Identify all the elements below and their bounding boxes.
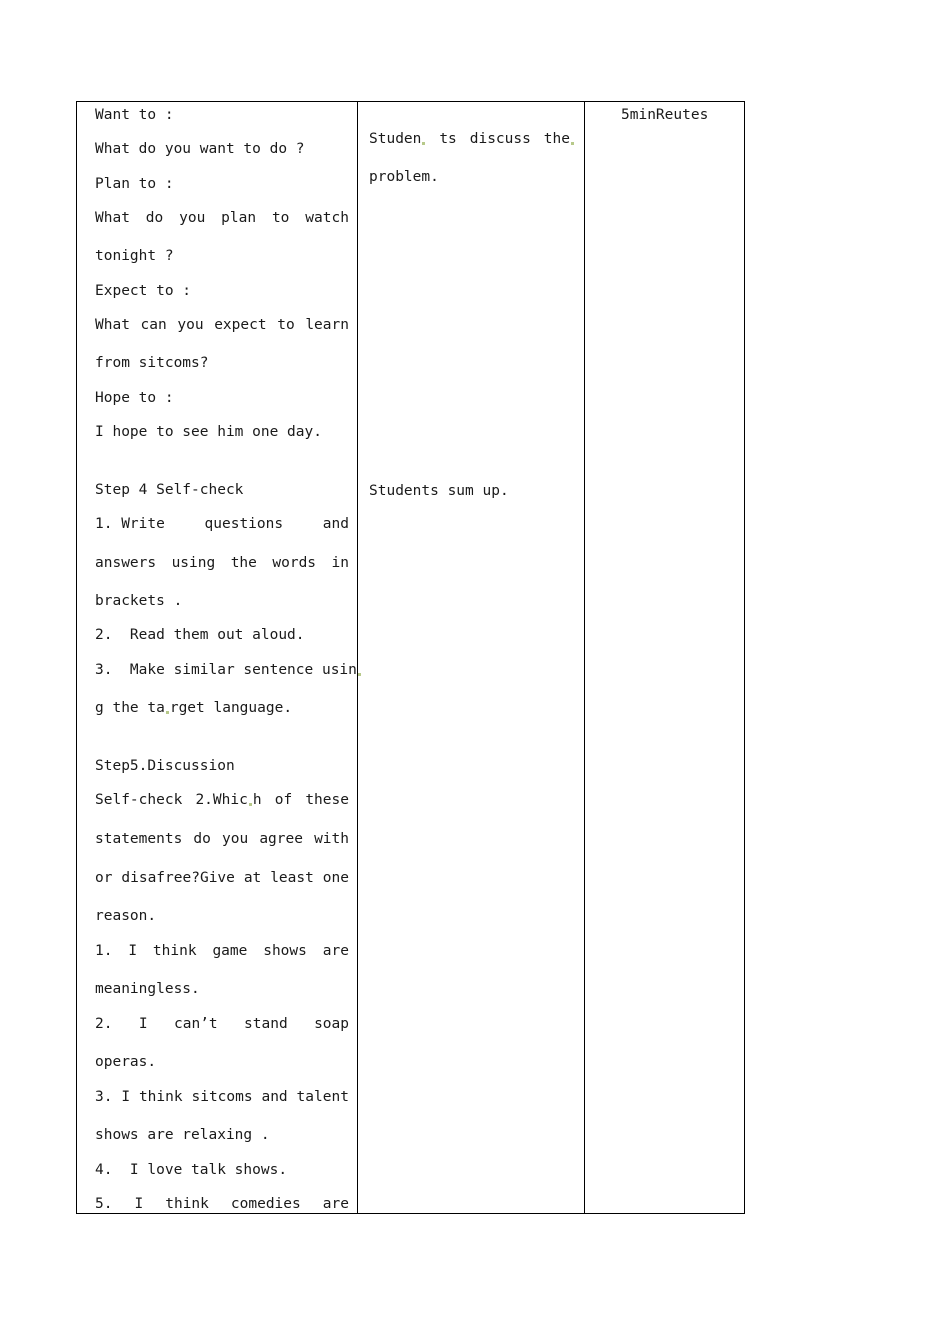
students-discuss-line-2: problem. <box>369 169 439 185</box>
highlight-mark <box>166 711 169 714</box>
students-discuss-line-1: Studen ts discuss the <box>369 130 575 148</box>
step4-item2: 2. Read them out aloud. <box>95 627 305 643</box>
step5-title: Step5.Discussion <box>95 758 235 774</box>
step4-item1-line-3: brackets . <box>95 593 183 609</box>
expect-to-heading: Expect to : <box>95 283 192 299</box>
step5-intro-line-2: statements do you agree with <box>95 831 349 847</box>
step4-item3-line-2: g the ta rget language. <box>95 700 293 716</box>
step4-item1-line-2: answers using the words in <box>95 555 349 571</box>
students-sum-up: Students sum up. <box>369 483 509 499</box>
statement-3-line-1: 3. I think sitcoms and talent <box>95 1089 349 1105</box>
statement-1-line-2: meaningless. <box>95 981 200 997</box>
step5-intro-line-1: Self-check 2.Whic h of these <box>95 792 349 808</box>
step4-item3-line-1: 3. Make similar sentence usin <box>95 661 362 679</box>
time-allocation: 5minReutes <box>621 107 709 123</box>
expect-to-question-line-1: What can you expect to learn <box>95 317 349 333</box>
step5-intro-line-4: reason. <box>95 908 157 924</box>
highlight-mark <box>571 142 574 145</box>
statement-1-line-1: 1. I think game shows are <box>95 943 349 959</box>
step4-item1-line-1: 1. Write questions and <box>95 516 349 532</box>
statement-4: 4. I love talk shows. <box>95 1162 288 1178</box>
statement-5-line-1: 5. I think comedies are <box>95 1196 349 1212</box>
activities-column <box>77 102 357 1213</box>
step5-intro-line-3: or disafree?Give at least one <box>95 870 349 886</box>
statement-2-line-2: operas. <box>95 1054 157 1070</box>
highlight-mark <box>249 803 252 806</box>
hope-to-heading: Hope to : <box>95 390 174 406</box>
lesson-plan-table <box>76 101 745 1214</box>
plan-to-question-line-1: What do you plan to watch <box>95 210 349 226</box>
expect-to-question-line-2: from sitcoms? <box>95 355 209 371</box>
time-column <box>584 102 745 1213</box>
plan-to-question-line-2: tonight ? <box>95 248 174 264</box>
statement-3-line-2: shows are relaxing . <box>95 1127 270 1143</box>
step4-title: Step 4 Self-check <box>95 482 244 498</box>
statement-2-line-1: 2. I can’t stand soap <box>95 1016 349 1032</box>
plan-to-heading: Plan to : <box>95 176 174 192</box>
want-to-question: What do you want to do ? <box>95 141 305 157</box>
want-to-heading: Want to : <box>95 107 174 123</box>
highlight-mark <box>422 142 425 145</box>
hope-to-example: I hope to see him one day. <box>95 424 322 440</box>
students-column <box>357 102 585 1213</box>
